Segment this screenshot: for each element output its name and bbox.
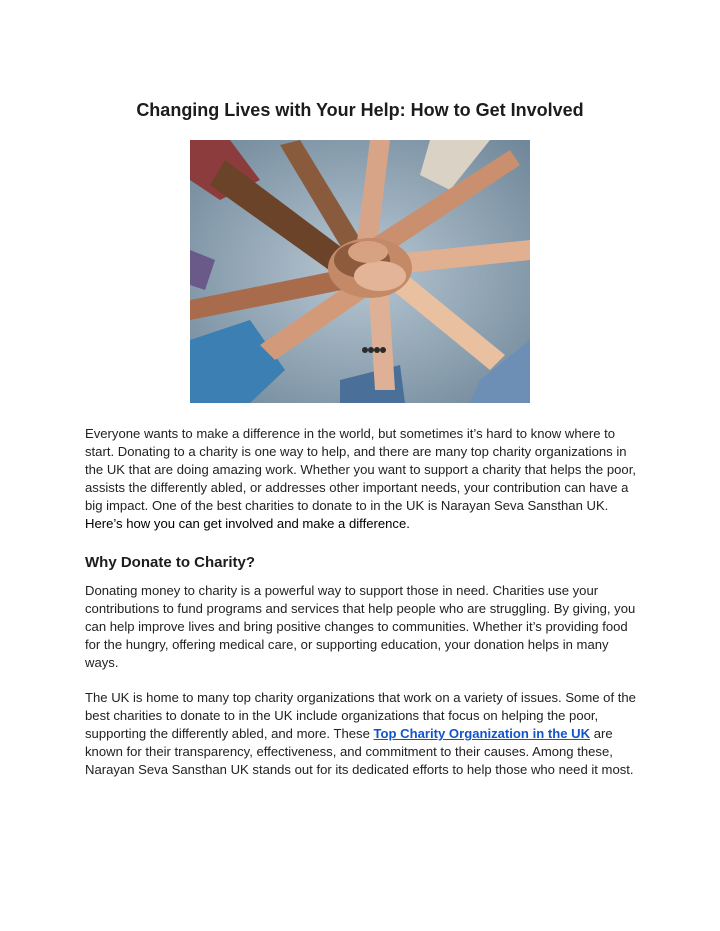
hands-together-image [190,140,530,403]
top-charities-paragraph [85,689,641,779]
intro-paragraph [85,425,641,533]
page-title: Changing Lives with Your Help: How to Get Involved [136,100,584,120]
top-charities-text-before: The UK is home to many top charity organizations that work on a variety of issues. Some of the best charities to donate to in the UK include organizations that focus on helping the poor, supporting the differently abled, and more. These [85,690,636,741]
why-donate-paragraph: Donating money to charity is a powerful way to support those in need. Charities use your contributions to fund programs and services that help people who are struggling. By giving, you can help improve lives and bring positive changes to communities. Whether it’s providing food for the hungry, offering medical care, or supporting education, your donation helps in many ways. [85,583,636,670]
section-heading: Why Donate to Charity? [85,554,256,571]
intro-call-to-action: Here’s how you can get involved and make a difference. [85,516,410,531]
hands-together-illustration [190,140,530,403]
top-charities-text-after: are known for their transparency, effectiveness, and commitment to their causes. Among these, Narayan Seva Sansthan UK stands out for its dedicated efforts to help those who need it most. [85,726,634,777]
intro-text: Everyone wants to make a difference in the world, but sometimes it’s hard to know where to start. Donating to a charity is one way to help, and there are many top charity organizations in the UK that are doing amazing work. Whether you want to support a charity that helps the poor, assists the differently abled, or addresses other important needs, your contribution can have a big impact. One of the best charities to donate to in the UK is Narayan Seva Sansthan UK. [85,426,636,513]
top-charity-organization-link[interactable]: Top Charity Organization in the UK [373,726,591,741]
